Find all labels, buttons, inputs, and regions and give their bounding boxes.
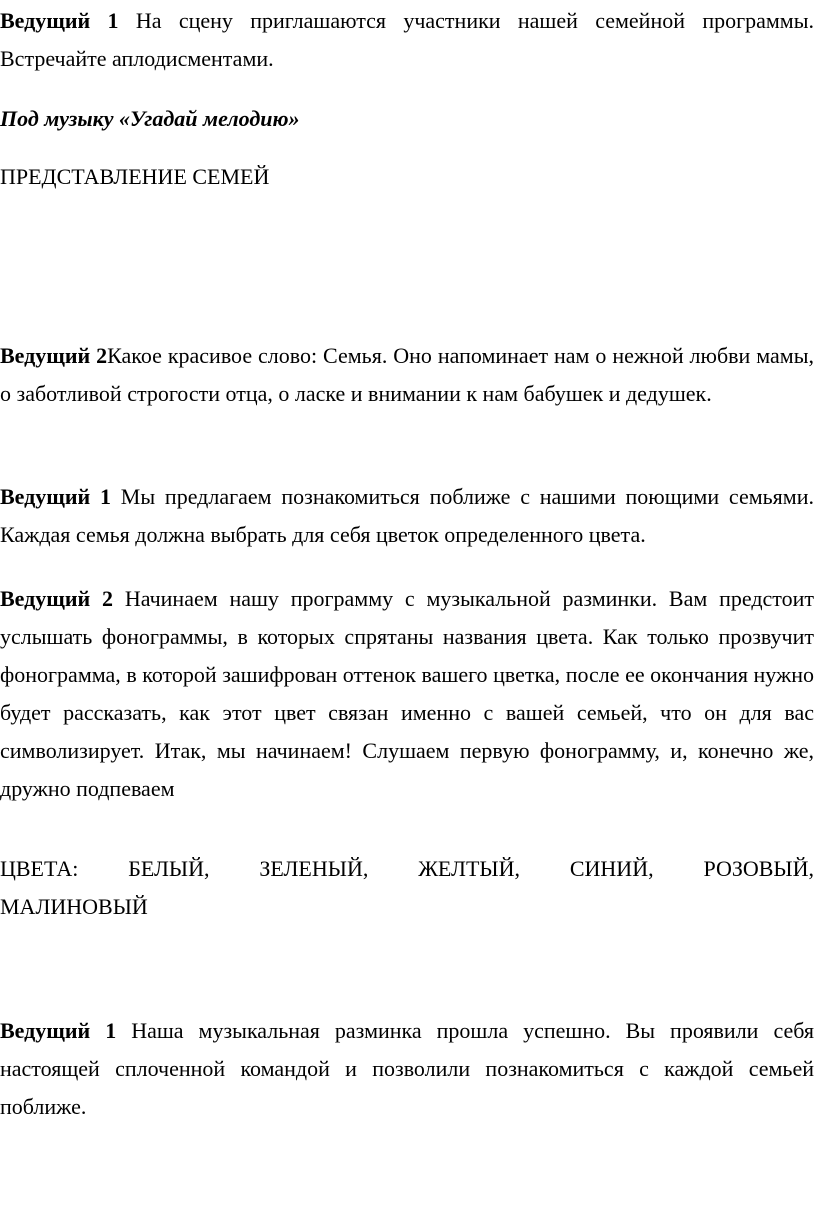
paragraph-host1-singing-families — [0, 478, 814, 554]
paragraph-text: Начинаем нашу программу с музыкальной разминки. Вам предстоит услышать фонограммы, в которых спрятаны названия цвета. Как только прозвучит фонограмма, в которой зашифрован оттенок вашего цветка, после ее окончания нужно будет рассказать, как этот цвет связан именно с вашей семьей, что он для вас символизирует. Итак, мы начинаем! Слушаем первую фонограмму, и, конечно же, дружно подпеваем — [0, 586, 815, 801]
speaker-label: Ведущий 1 — [0, 1018, 117, 1043]
paragraph-host2-family — [0, 337, 814, 413]
colors-list-line1: ЦВЕТА: БЕЛЫЙ, ЗЕЛЕНЫЙ, ЖЕЛТЫЙ, СИНИЙ, РОЗОВЫЙ, — [0, 856, 814, 881]
paragraph-text: Наша музыкальная разминка прошла успешно. Вы проявили себя настоящей сплоченной командой и позволили познакомиться с каждой семьей поближе. — [0, 1018, 815, 1119]
paragraph-text: Мы предлагаем познакомиться поближе с нашими поющими семьями. Каждая семья должна выбрать для себя цветок определенного цвета. — [0, 484, 814, 547]
section-heading-family-intro: ПРЕДСТАВЛЕНИЕ СЕМЕЙ — [0, 164, 270, 189]
speaker-label: Ведущий 2 — [0, 343, 108, 368]
speaker-label: Ведущий 1 — [0, 8, 119, 33]
paragraph-host1-warmup-done — [0, 1012, 814, 1126]
paragraph-text: На сцену приглашаются участники нашей семейной программы. Встречайте аплодисментами. — [0, 8, 814, 71]
colors-list-line2: МАЛИНОВЫЙ — [0, 894, 148, 919]
paragraph-host1-invitation — [0, 2, 814, 78]
speaker-label: Ведущий 1 — [0, 484, 111, 509]
colors-list — [0, 850, 814, 926]
speaker-label: Ведущий 2 — [0, 586, 114, 611]
stage-direction: Под музыку «Угадай мелодию» — [0, 106, 300, 131]
paragraph-host2-warmup — [0, 580, 814, 808]
paragraph-text: Какое красивое слово: Семья. Оно напоминает нам о нежной любви мамы, о заботливой строгости отца, о ласке и внимании к нам бабушек и дедушек. — [0, 343, 814, 406]
